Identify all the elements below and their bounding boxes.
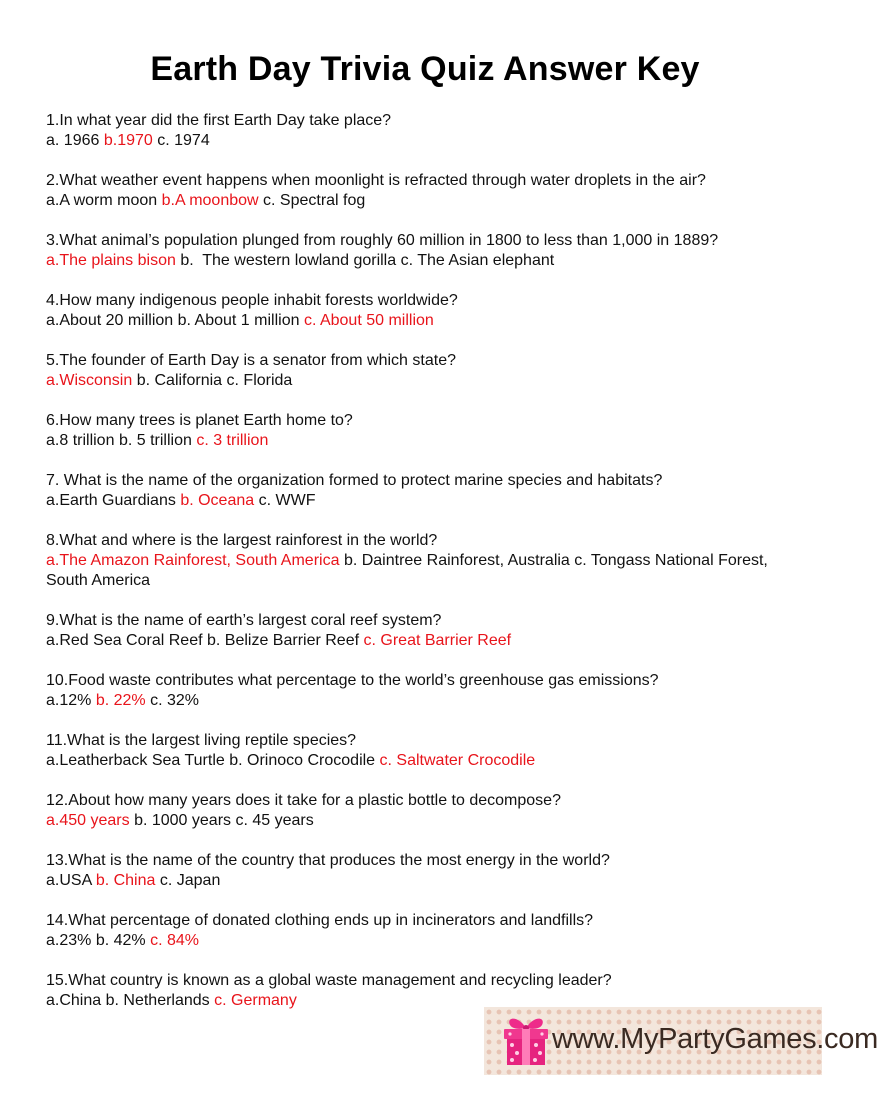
- question-item: [46, 291, 786, 351]
- answer-option: b. Daintree Rainforest, Australia: [343, 552, 570, 569]
- answer-options: [46, 551, 786, 591]
- answer-options: [46, 191, 786, 211]
- correct-answer: a.The Amazon Rainforest, South America: [46, 552, 340, 569]
- answer-option: b. Netherlands: [105, 992, 210, 1009]
- answer-options: [46, 431, 786, 451]
- answer-options: [46, 751, 786, 771]
- correct-answer: c. Germany: [214, 992, 297, 1009]
- question-text: 10.Food waste contributes what percentage to the world’s greenhouse gas emissions?: [46, 672, 659, 689]
- answer-option: a.Leatherback Sea Turtle: [46, 752, 225, 769]
- correct-answer: a.The plains bison: [46, 252, 176, 269]
- answer-option: c. 45 years: [235, 812, 314, 829]
- answer-option: a.China: [46, 992, 102, 1009]
- correct-answer: c. 84%: [150, 932, 200, 949]
- question-item: [46, 351, 786, 411]
- answer-option: a.A worm moon: [46, 192, 158, 209]
- answer-options: [46, 371, 786, 391]
- answer-options: [46, 251, 786, 271]
- answer-option: b. About 1 million: [177, 312, 300, 329]
- answer-option: c. The Asian elephant: [400, 252, 555, 269]
- question-item: [46, 731, 786, 791]
- answer-option: b. Orinoco Crocodile: [229, 752, 376, 769]
- question-item: [46, 911, 786, 971]
- page-title: Earth Day Trivia Quiz Answer Key: [150, 50, 700, 88]
- question-text: 14.What percentage of donated clothing ends up in incinerators and landfills?: [46, 912, 594, 929]
- question-text: 3.What animal’s population plunged from roughly 60 million in 1800 to less than 1,000 in 1889?: [46, 232, 719, 249]
- answer-option: c. Tongass National Forest, South America: [46, 552, 773, 589]
- correct-answer: b. China: [95, 872, 156, 889]
- question-item: [46, 671, 786, 731]
- question-item: [46, 531, 786, 611]
- correct-answer: c. Saltwater Crocodile: [379, 752, 536, 769]
- site-logo[interactable]: [484, 1007, 878, 1075]
- question-text: 4.How many indigenous people inhabit forests worldwide?: [46, 292, 458, 309]
- answer-options: [46, 131, 786, 151]
- answer-option: c. Florida: [226, 372, 293, 389]
- answer-options: [46, 931, 786, 951]
- correct-answer: c. Great Barrier Reef: [363, 632, 512, 649]
- answer-option: b. 5 trillion: [118, 432, 192, 449]
- correct-answer: a.450 years: [46, 812, 130, 829]
- answer-option: c. WWF: [258, 492, 316, 509]
- question-text: 1.In what year did the first Earth Day take place?: [46, 112, 392, 129]
- answer-options: [46, 691, 786, 711]
- question-text: 12.About how many years does it take for a plastic bottle to decompose?: [46, 792, 561, 809]
- answer-option: c. Japan: [159, 872, 221, 889]
- answer-option: c. Spectral fog: [263, 192, 366, 209]
- question-item: [46, 411, 786, 471]
- answer-option: a.8 trillion: [46, 432, 115, 449]
- answer-option: b. 42%: [95, 932, 146, 949]
- answer-option: a.12%: [46, 692, 92, 709]
- question-text: 7. What is the name of the organization formed to protect marine species and habitats?: [46, 472, 663, 489]
- question-text: 2.What weather event happens when moonlight is refracted through water droplets in the air?: [46, 172, 706, 189]
- answer-options: [46, 311, 786, 331]
- gift-box-icon: [496, 1011, 556, 1071]
- answer-options: [46, 631, 786, 651]
- answer-options: [46, 811, 786, 831]
- correct-answer: a.Wisconsin: [46, 372, 133, 389]
- question-text: 11.What is the largest living reptile species?: [46, 732, 357, 749]
- question-text: 6.How many trees is planet Earth home to?: [46, 412, 353, 429]
- question-text: 13.What is the name of the country that produces the most energy in the world?: [46, 852, 610, 869]
- correct-answer: c. About 50 million: [303, 312, 434, 329]
- correct-answer: c. 3 trillion: [196, 432, 269, 449]
- correct-answer: b. 22%: [95, 692, 146, 709]
- question-list: [46, 111, 786, 1031]
- answer-option: b. Belize Barrier Reef: [206, 632, 360, 649]
- correct-answer: b. Oceana: [180, 492, 255, 509]
- site-url[interactable]: www.MyPartyGames.com: [552, 1023, 878, 1055]
- answer-option: b. The western lowland gorilla: [180, 252, 397, 269]
- question-item: [46, 171, 786, 231]
- answer-option: a.Red Sea Coral Reef: [46, 632, 203, 649]
- question-item: [46, 471, 786, 531]
- question-item: [46, 611, 786, 671]
- question-item: [46, 111, 786, 171]
- question-item: [46, 791, 786, 851]
- question-text: 15.What country is known as a global waste management and recycling leader?: [46, 972, 612, 989]
- answer-option: a.USA: [46, 872, 92, 889]
- answer-option: c. 32%: [150, 692, 200, 709]
- answer-option: c. 1974: [157, 132, 210, 149]
- correct-answer: b.A moonbow: [161, 192, 259, 209]
- question-item: [46, 231, 786, 291]
- correct-answer: b.1970: [103, 132, 153, 149]
- question-item: [46, 851, 786, 911]
- answer-option: a.23%: [46, 932, 92, 949]
- answer-option: a. 1966: [46, 132, 100, 149]
- answer-option: a.Earth Guardians: [46, 492, 176, 509]
- question-text: 5.The founder of Earth Day is a senator from which state?: [46, 352, 456, 369]
- answer-option: b. 1000 years: [134, 812, 232, 829]
- answer-option: b. California: [136, 372, 223, 389]
- question-text: 9.What is the name of earth’s largest coral reef system?: [46, 612, 442, 629]
- question-text: 8.What and where is the largest rainforest in the world?: [46, 532, 438, 549]
- answer-option: a.About 20 million: [46, 312, 174, 329]
- answer-options: [46, 491, 786, 511]
- answer-options: [46, 871, 786, 891]
